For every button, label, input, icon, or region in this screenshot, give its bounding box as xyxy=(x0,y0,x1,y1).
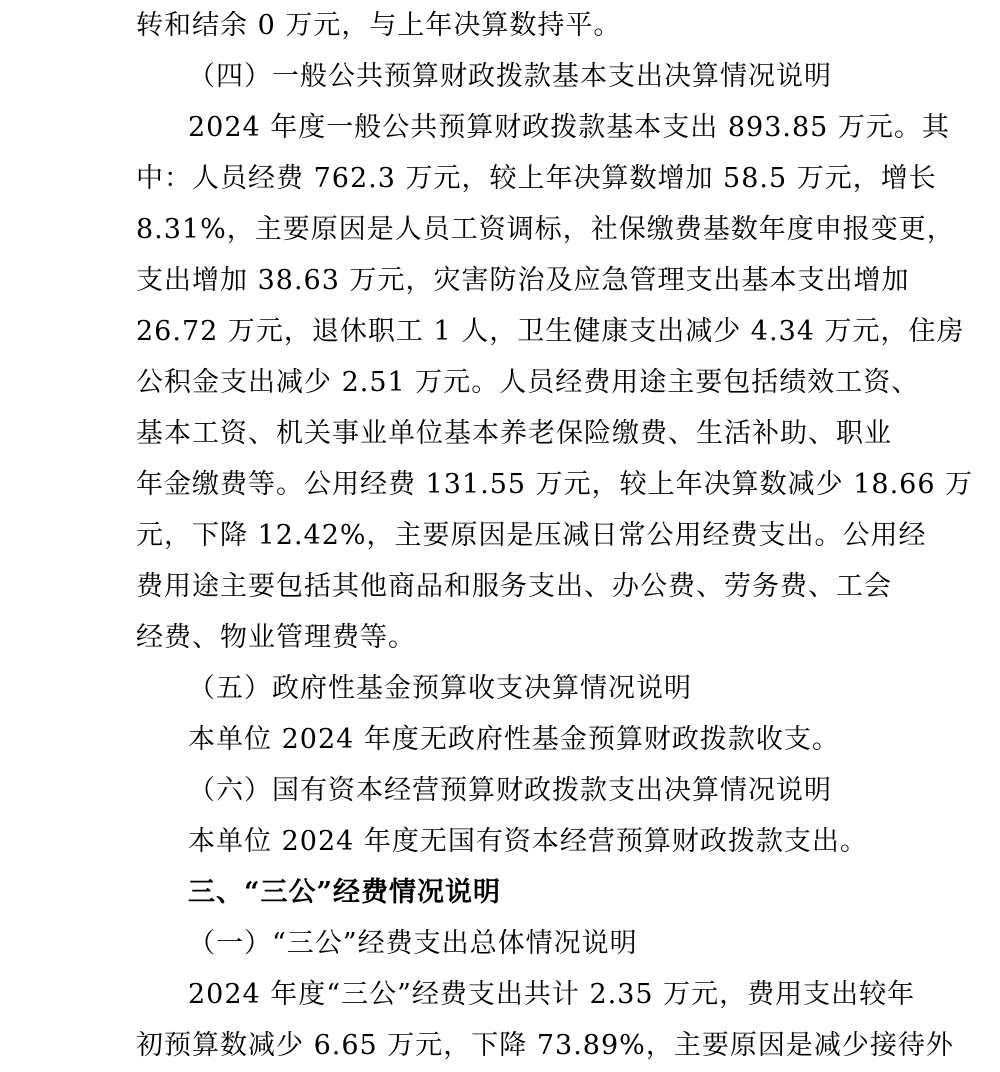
paragraph-line: 年金缴费等。公用经费 131.55 万元，较上年决算数减少 18.66 万 xyxy=(136,469,974,500)
paragraph-line: 2024 年度“三公”经费支出共计 2.35 万元，费用支出较年 xyxy=(188,979,916,1010)
paragraph-line: 本单位 2024 年度无国有资本经营预算财政拨款支出。 xyxy=(188,826,868,857)
paragraph-line: 元，下降 12.42%，主要原因是压减日常公用经费支出。公用经 xyxy=(136,520,927,551)
paragraph-line: 经费、物业管理费等。 xyxy=(136,622,416,653)
section-heading-4: （四）一般公共预算财政拨款基本支出决算情况说明 xyxy=(188,61,832,92)
paragraph-line: 8.31%，主要原因是人员工资调标，社保缴费基数年度申报变更， xyxy=(136,214,955,245)
section-heading-5: （五）政府性基金预算收支决算情况说明 xyxy=(188,673,692,704)
paragraph-line: 支出增加 38.63 万元，灾害防治及应急管理支出基本支出增加 xyxy=(136,265,910,296)
paragraph-line: 初预算数减少 6.65 万元，下降 73.89%，主要原因是减少接待外 xyxy=(136,1030,954,1061)
paragraph-line: 26.72 万元，退休职工 1 人，卫生健康支出减少 4.34 万元，住房 xyxy=(136,316,965,347)
paragraph-line: 费用途主要包括其他商品和服务支出、办公费、劳务费、工会 xyxy=(136,571,892,602)
paragraph-line: 基本工资、机关事业单位基本养老保险缴费、生活补助、职业 xyxy=(136,418,892,449)
section-heading-6: （六）国有资本经营预算财政拨款支出决算情况说明 xyxy=(188,775,832,806)
paragraph-line: 公积金支出减少 2.51 万元。人员经费用途主要包括绩效工资、 xyxy=(136,367,920,398)
section-heading-1: （一）“三公”经费支出总体情况说明 xyxy=(188,928,638,959)
paragraph-line: 中：人员经费 762.3 万元，较上年决算数增加 58.5 万元，增长 xyxy=(136,163,937,194)
paragraph-line: 2024 年度一般公共预算财政拨款基本支出 893.85 万元。其 xyxy=(188,112,950,143)
chapter-heading-3: 三、“三公”经费情况说明 xyxy=(188,877,502,908)
paragraph-line: 本单位 2024 年度无政府性基金预算财政拨款收支。 xyxy=(188,724,840,755)
paragraph-line: 转和结余 0 万元，与上年决算数持平。 xyxy=(136,10,622,41)
